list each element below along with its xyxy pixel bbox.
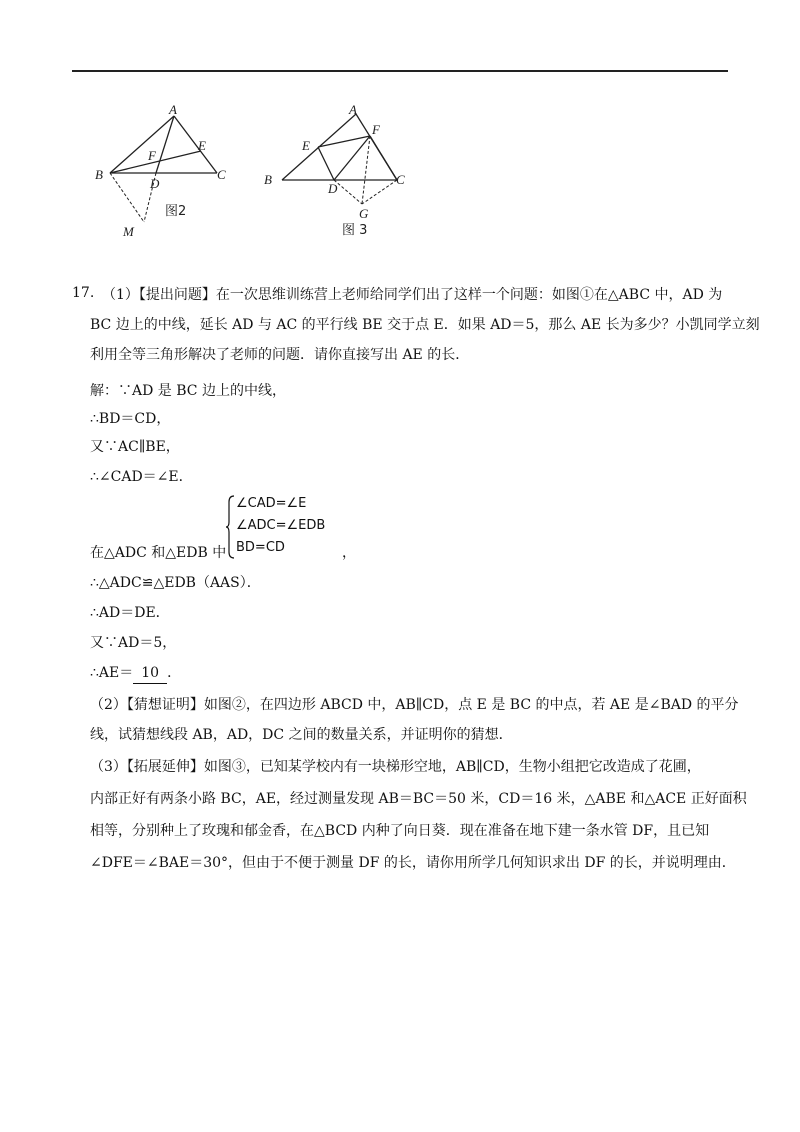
solution-line-1: 解：∵AD 是 BC 边上的中线， bbox=[90, 383, 286, 399]
solution-line-4: ∴∠CAD＝∠E． bbox=[90, 469, 193, 485]
part1-line-1: （1）【提出问题】在一次思维训练营上老师给同学们出了这样一个问题：如图①在△ABC 中，AD 为 bbox=[102, 287, 723, 303]
part1-line-2: BC 边上的中线，延长 AD 与 AC 的平行线 BE 交于点 E．如果 AD＝5，那么 AE 长为多少？小凯同学立刻 bbox=[90, 317, 760, 333]
header-rule bbox=[72, 70, 728, 72]
answer-suffix: ． bbox=[167, 665, 182, 681]
solution-line-7: ∴AD＝DE． bbox=[90, 605, 170, 621]
solution-line-5: 在△ADC 和△EDB 中 bbox=[90, 545, 227, 561]
fig3-label-E: E bbox=[302, 138, 310, 153]
fig2-label-D: D bbox=[150, 176, 160, 191]
equation-system bbox=[226, 494, 336, 560]
solution-line-3: 又∵AC∥BE， bbox=[90, 439, 180, 455]
system-suffix: ， bbox=[342, 545, 356, 561]
part3-line-1: （3）【拓展延伸】如图③，已知某学校内有一块梯形空地，AB∥CD，生物小组把它改造成了花圃， bbox=[90, 759, 701, 775]
problem-number: 17. bbox=[72, 285, 95, 301]
answer-blank: 10 bbox=[133, 663, 167, 684]
part3-line-2: 内部正好有两条小路 BC，AE，经过测量发现 AB＝BC＝50 米，CD＝16 米，△ABE 和△ACE 正好面积 bbox=[90, 791, 747, 807]
fig3-label-B: B bbox=[264, 172, 272, 187]
fig2-label-C: C bbox=[217, 167, 226, 182]
fig2-label-M: M bbox=[123, 224, 134, 239]
answer-prefix: ∴AE＝ bbox=[90, 665, 134, 681]
part2-line-1: （2）【猜想证明】如图②，在四边形 ABCD 中，AB∥CD，点 E 是 BC 的中点，若 AE 是∠BAD 的平分 bbox=[90, 697, 739, 713]
figure-3-diagram bbox=[258, 100, 418, 240]
brace-icon bbox=[226, 494, 236, 560]
system-row-1: ∠CAD=∠E bbox=[236, 496, 307, 511]
figure-2 bbox=[86, 100, 246, 240]
part1-line-3: 利用全等三角形解决了老师的问题．请你直接写出 AE 的长． bbox=[90, 347, 470, 363]
fig2-label-A: A bbox=[169, 102, 177, 117]
fig2-caption: 图2 bbox=[165, 204, 187, 219]
fig3-label-D: D bbox=[328, 181, 338, 196]
fig3-label-F: F bbox=[372, 122, 380, 137]
system-row-2: ∠ADC=∠EDB bbox=[236, 518, 326, 533]
part3-line-3: 相等，分别种上了玫瑰和郁金香，在△BCD 内种了向日葵．现在准备在地下建一条水管 DF，且已知 bbox=[90, 823, 710, 839]
fig2-label-E: E bbox=[198, 138, 206, 153]
figure-2-diagram bbox=[86, 100, 246, 240]
fig3-label-G: G bbox=[359, 206, 369, 221]
fig3-label-A: A bbox=[349, 102, 357, 117]
fig2-label-F: F bbox=[148, 148, 156, 163]
fig3-caption: 图 3 bbox=[342, 223, 368, 238]
system-row-3: BD=CD bbox=[236, 540, 285, 555]
part3-line-4: ∠DFE＝∠BAE＝30°，但由于不便于测量 DF 的长，请你用所学几何知识求出 DF 的长，并说明理由． bbox=[90, 855, 736, 871]
solution-line-6: ∴△ADC≌△EDB（AAS）． bbox=[90, 575, 261, 591]
figure-3 bbox=[258, 100, 418, 240]
fig3-label-C: C bbox=[396, 172, 405, 187]
solution-line-8: 又∵AD＝5， bbox=[90, 635, 177, 651]
fig2-label-B: B bbox=[95, 167, 103, 182]
solution-answer-line bbox=[90, 663, 181, 684]
solution-line-2: ∴BD＝CD， bbox=[90, 411, 171, 427]
part2-line-2: 线，试猜想线段 AB，AD，DC 之间的数量关系，并证明你的猜想． bbox=[90, 727, 513, 743]
